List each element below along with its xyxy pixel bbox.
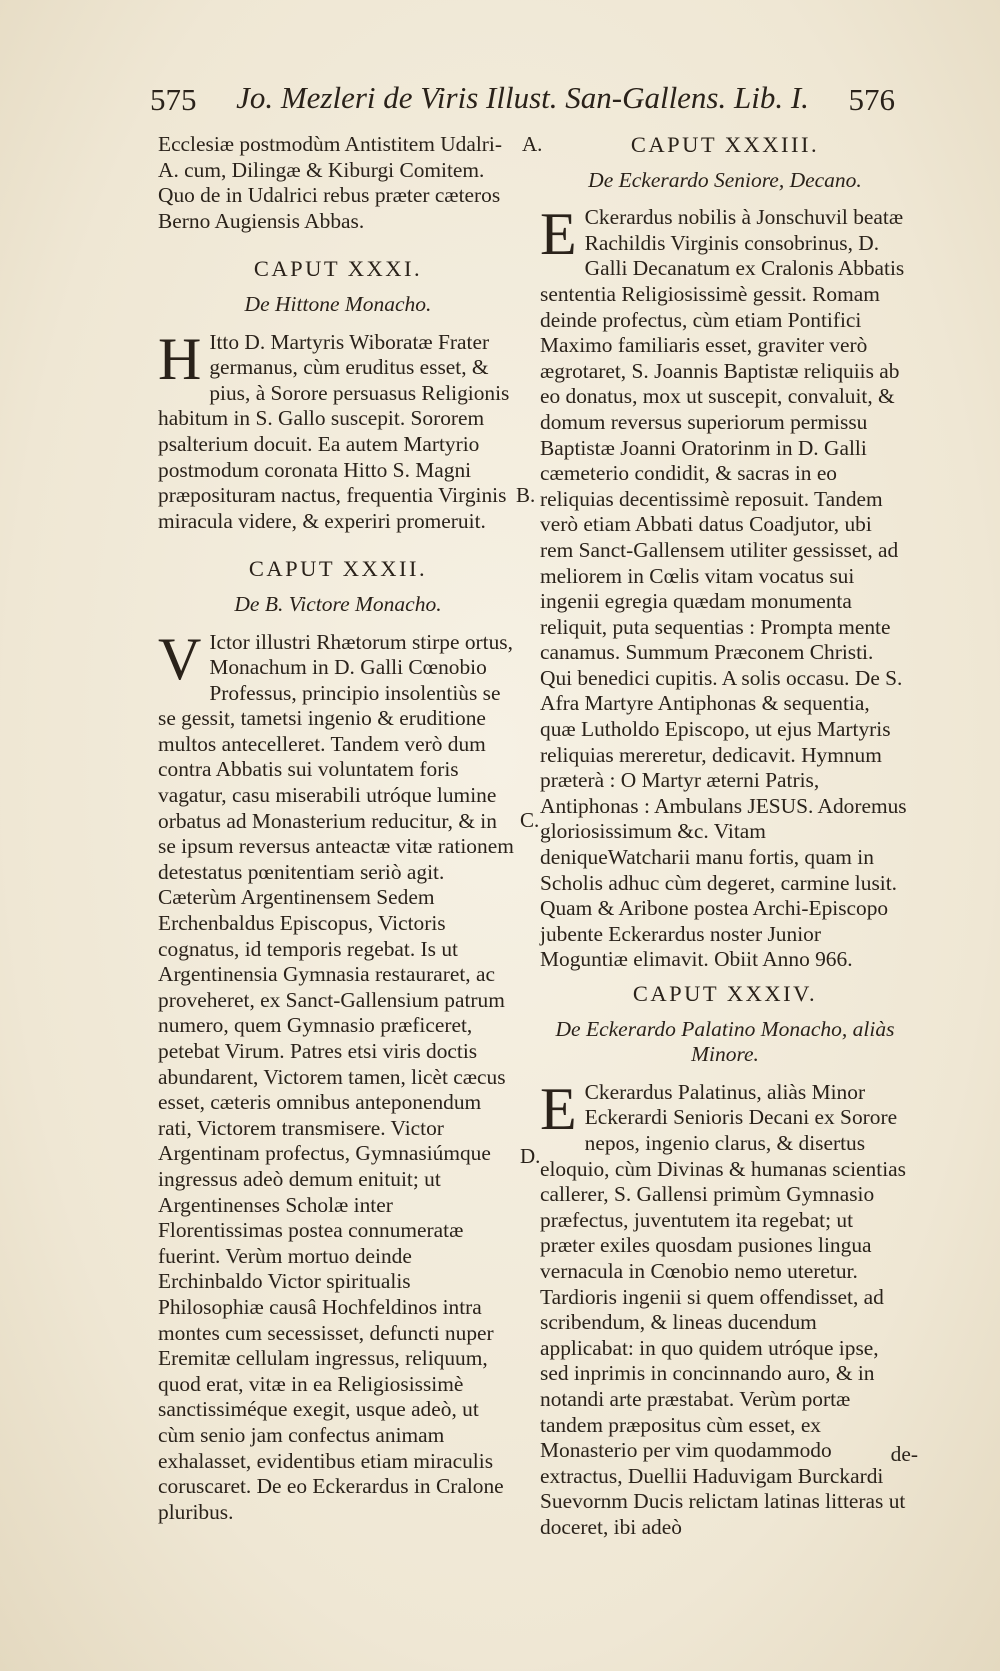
- chapter-heading: CAPUT XXXIII.: [630, 132, 820, 157]
- chapter-title: De B. Victore Monacho.: [234, 591, 442, 616]
- chapter-32: [158, 556, 518, 1525]
- left-column: [158, 132, 518, 1533]
- chapter-text: [158, 325, 518, 535]
- catchword: de-: [890, 1442, 918, 1466]
- chapter-title: De Eckerardo Seniore, Decano.: [588, 167, 862, 192]
- chapter-31: [158, 256, 518, 534]
- chapter-body: Itto D. Martyris Wiboratæ Frater germanus, cùm eruditus esset, & pius, à Sorore persuasus Religionis habitum in S. Gallo suscepit. Sororem psalterium docuit. Ea autem Martyrio postmodum coronata Hitto S. Magni præposituram nactus, frequentia Virginis miracula videre, & experiri promeruit.: [158, 329, 510, 533]
- margin-letter-a: A.: [522, 132, 543, 156]
- margin-letter-d: D.: [520, 1144, 541, 1168]
- running-head: Jo. Mezleri de Viris Illust. San-Gallens. Lib. I.: [236, 80, 809, 115]
- margin-letter-b: B.: [516, 483, 536, 507]
- drop-cap: V: [158, 625, 202, 692]
- chapter-title: De Hittone Monacho.: [244, 291, 432, 316]
- chapter-body: Ckerardus nobilis à Jonschuvil beatæ Rachildis Virginis consobrinus, D. Galli Decanatum ex Cralonis Abbatis sententia Religiosissimè gessit. Romam deinde profectus, cùm etiam Pontifici Maximo familiaris esset, graviter verò ægrotaret, S. Joannis Baptistæ reliquiis ab eo donatus, mox ut suscepit, convaluit, & domum reversus superiorum permissu Baptistæ Joanni Oratorinm in D. Galli cæmeterio condidit, & sacras in eo reliquias decentissimè reposuit. Tandem verò etiam Abbati datus Coadjutor, ubi rem Sanct-Gallensem utiliter gessisset, ad meliorem in Cœlis vitam vocatus sui ingenii egregia quædam monumenta reliquit, puta sequentias : Prompta mente canamus. Summum Præconem Christi. Qui benedici cupitis. A solis occasu. De S. Afra Martyre Antiphonas & sequentia, quæ Lutholdo Episcopo, ut ejus Martyris reliquias mereretur, dedicavit. Hymnum præterà : O Martyr æterni Patris, Antiphonas : Ambulans JESUS. Adoremus gloriosissimum &c. Vitam deniqueWatcharii manu fortis, quam in Scholis adhuc cùm degeret, carmine lusit. Quam & Aribone postea Archi-Episcopo jubente Eckerardus noster Junior Moguntiæ elimavit. Obiit Anno 966.: [540, 205, 907, 972]
- chapter-body: Ckerardus Palatinus, aliàs Minor Eckerardi Senioris Decani ex Sorore nepos, ingenio clarus, & disertus eloquio, cùm Divinas & humanas scientias callerer, S. Gallensi primùm Gymnasio præfectus, juventutem ita regebat; ut præter exiles quosdam pusiones lingua vernacula in Cœnobio nemo uteretur. Tardioris ingenii si quem offendisset, ad scribendum, & lineas ducendum applicabat: in quo quidem utróque ipse, sed inprimis in concinnando auro, & in notandi arte præstabat. Verùm portæ tandem præpositus cùm esset, ex Monasterio per vim quodammodo extractus, Duellii Haduvigam Burckardi Suevornm Ducis relictam latinas litteras ut doceret, ibi adeò: [540, 1079, 906, 1539]
- chapter-heading: CAPUT XXXI.: [253, 256, 423, 282]
- intro-paragraph: Ecclesiæ postmodùm Antistitem Udalri-A. cum, Dilingæ & Kiburgi Comitem. Quo de in Udalrici rebus præter cæteros Berno Augiensis Abbas.: [158, 132, 502, 233]
- drop-cap: E: [540, 201, 577, 268]
- chapter-33: [540, 132, 910, 973]
- page-number-left: 575: [150, 82, 197, 117]
- drop-cap: E: [540, 1075, 577, 1142]
- chapter-heading: CAPUT XXXIV.: [632, 981, 818, 1006]
- chapter-34: [540, 981, 910, 1540]
- chapter-text: [158, 625, 518, 1526]
- chapter-text: [540, 201, 910, 973]
- chapter-text: [540, 1075, 910, 1541]
- chapter-title: De Eckerardo Palatino Monacho, aliàs Minore.: [555, 1016, 895, 1067]
- right-column: [540, 132, 910, 1548]
- page-number-right: 576: [848, 82, 895, 117]
- drop-cap: H: [158, 325, 202, 392]
- chapter-body: Ictor illustri Rhætorum stirpe ortus, Monachum in D. Galli Cœnobio Professus, principio insolentiùs se se gessit, tametsi ingenio & eruditione multos antecelleret. Tandem verò dum contra Abbatis sui voluntatem foris vagatur, casu miserabili utróque lumine orbatus ad Monasterium reducitur, & in se ipsum reversus anteactæ vitæ rationem detestatus pœnitentiam seriò agit. Cæterùm Argentinensem Sedem Erchenbaldus Episcopus, Victoris cognatus, id temporis regebat. Is ut Argentinensia Gymnasia restauraret, ac proveheret, ex Sanct-Gallensium patrum numero, quem Gymnasio præficeret, petebat Virum. Patres etsi viris doctis abundarent, Victorem tamen, licèt cæcus esset, cæteris omnibus anteponendum rati, Victorem transmisere. Victor Argentinam profectus, Gymnasiúmque ingressus adeò demum enituit; ut Argentinenses Scholæ inter Florentissimas postea connumeratæ fuerint. Verùm mortuo deinde Erchinbaldo Victor spiritualis Philosophiæ causâ Hochfeldinos intra montes cum secessisset, defuncti nuper Eremitæ cellulam ingressus, reliquum, quod erat, vitæ in ea Religiosissimè sanctissiméque exegit, usque adeò, ut cùm senio jam confectus animam exhalasset, evidentibus etiam miraculis coruscaret. De eo Eckerardus in Cralone pluribus.: [158, 629, 514, 1524]
- margin-letter-c: C.: [520, 808, 540, 832]
- page-header: [150, 80, 895, 124]
- chapter-heading: CAPUT XXXII.: [248, 556, 428, 582]
